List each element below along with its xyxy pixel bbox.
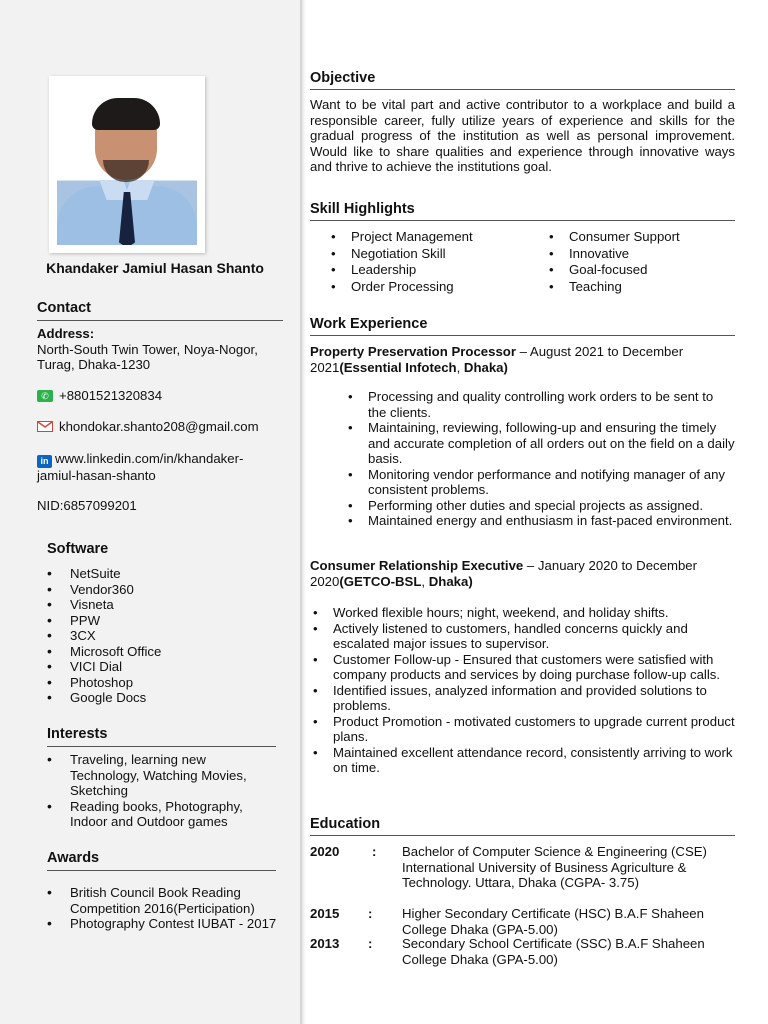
list-item: • Identified issues, analyzed information and provided solutions to problems. xyxy=(310,683,735,714)
job-location: Dhaka) xyxy=(428,573,473,589)
phone-icon: ✆ xyxy=(37,390,53,402)
job-title-line xyxy=(310,344,735,375)
list-item: • Visneta xyxy=(47,597,161,613)
address-text: North-South Twin Tower, Noya-Nogor, Turag, Dhaka-1230 xyxy=(37,341,258,372)
list-item: • British Council Book Reading Competition 2016(Perticipation) xyxy=(47,885,277,916)
objective-heading: Objective xyxy=(310,71,735,90)
interests-heading: Interests xyxy=(47,727,276,747)
profile-photo xyxy=(49,76,205,253)
list-item: • Maintained energy and enthusiasm in fast-paced environment. xyxy=(345,513,735,529)
list-item: • Traveling, learning new Technology, Watching Movies, Sketching xyxy=(47,752,267,799)
job-company: (GETCO-BSL xyxy=(339,573,422,589)
nid-text: NID:6857099201 xyxy=(37,498,137,513)
skills-heading: Skill Highlights xyxy=(310,202,735,221)
list-item: • Maintained excellent attendance record, consistently arriving to work on time. xyxy=(310,745,735,776)
list-item: • Microsoft Office xyxy=(47,644,161,660)
list-item: • Goal-focused xyxy=(546,262,680,279)
list-item: • Reading books, Photography, Indoor and Outdoor games xyxy=(47,799,267,830)
list-item: • PPW xyxy=(47,613,161,629)
linkedin-line[interactable] xyxy=(37,451,277,484)
list-item: • Performing other duties and special projects as assigned. xyxy=(345,498,735,514)
awards-heading: Awards xyxy=(47,851,276,871)
list-item: • Processing and quality controlling work orders to be sent to the clients. xyxy=(345,389,735,420)
software-list xyxy=(47,566,161,706)
list-item: • 3CX xyxy=(47,628,161,644)
work-heading: Work Experience xyxy=(310,317,735,336)
linkedin-icon: in xyxy=(37,455,52,468)
list-item: • Leadership xyxy=(328,262,473,279)
awards-list xyxy=(47,885,277,932)
job-title: Consumer Relationship Executive xyxy=(310,558,524,573)
job-bullets xyxy=(310,605,735,776)
candidate-name: Khandaker Jamiul Hasan Shanto xyxy=(46,260,264,276)
sidebar-divider xyxy=(302,0,306,1024)
software-heading: Software xyxy=(47,541,109,557)
list-item: • Customer Follow-up - Ensured that customers were satisfied with company products and services by doing purchase follow-up calls. xyxy=(310,652,735,683)
education-heading: Education xyxy=(310,817,735,836)
contact-heading: Contact xyxy=(37,301,283,321)
list-item: • Vendor360 xyxy=(47,582,161,598)
job-location-sep: , xyxy=(421,573,429,589)
job-location: Dhaka) xyxy=(463,359,508,375)
skills-left-list xyxy=(328,229,473,295)
job-company: (Essential Infotech xyxy=(339,359,457,375)
interests-list xyxy=(47,752,267,830)
job-dates: – August 2021 to December 2021 xyxy=(310,344,684,375)
linkedin-url: www.linkedin.com/in/khandaker-jamiul-hasan-shanto xyxy=(37,451,244,483)
education-year: 2013 xyxy=(310,936,340,951)
job-dates: – January 2020 to December 2020 xyxy=(310,558,698,589)
education-year: 2015 xyxy=(310,906,340,921)
job-bullets xyxy=(345,389,735,529)
education-colon: : xyxy=(368,936,373,951)
list-item: • Order Processing xyxy=(328,279,473,296)
list-item: • Worked flexible hours; night, weekend, and holiday shifts. xyxy=(310,605,735,621)
list-item: • Project Management xyxy=(328,229,473,246)
address-label: Address: xyxy=(37,326,95,341)
list-item: • VICI Dial xyxy=(47,659,161,675)
list-item: • Maintaining, reviewing, following-up and ensuring the timely and accurate completion of all orders out on the field on a daily basis. xyxy=(345,420,735,467)
education-detail: Higher Secondary Certificate (HSC) B.A.F Shaheen College Dhaka (GPA-5.00) xyxy=(402,906,704,937)
list-item: • Product Promotion - motivated customers to upgrade current product plans. xyxy=(310,714,735,745)
list-item: • Consumer Support xyxy=(546,229,680,246)
list-item: • Actively listened to customers, handled concerns quickly and escalated major issues to supervisor. xyxy=(310,621,735,652)
list-item: • Monitoring vendor performance and notifying manager of any consistent problems. xyxy=(345,467,735,498)
list-item: • Negotiation Skill xyxy=(328,246,473,263)
email-line[interactable] xyxy=(37,419,259,435)
list-item: • Teaching xyxy=(546,279,680,296)
list-item: • Photography Contest IUBAT - 2017 xyxy=(47,916,277,932)
job-title: Property Preservation Processor xyxy=(310,344,516,359)
education-detail: Secondary School Certificate (SSC) B.A.F Shaheen College Dhaka (GPA-5.00) xyxy=(402,936,705,967)
skills-right-list xyxy=(546,229,680,295)
list-item: • Photoshop xyxy=(47,675,161,691)
phone-number: +8801521320834 xyxy=(59,388,163,403)
job-location-sep: , xyxy=(456,359,464,375)
education-colon: : xyxy=(372,844,377,859)
list-item: • Innovative xyxy=(546,246,680,263)
education-year: 2020 xyxy=(310,844,340,859)
portrait-image xyxy=(57,84,197,245)
address-block xyxy=(37,326,287,373)
list-item: • NetSuite xyxy=(47,566,161,582)
list-item: • Google Docs xyxy=(47,690,161,706)
email-address: khondokar.shanto208@gmail.com xyxy=(59,419,259,434)
objective-text: Want to be vital part and active contributor to a workplace and build a responsible career, fully utilize years of experience and skills for the gradual progress of the institution as well as personal improvement. Would like to share qualities and experience through innovative ways and thrive to achieve the institutions goal. xyxy=(310,97,735,174)
mail-icon xyxy=(37,421,53,432)
job-title-line xyxy=(310,558,735,589)
education-colon: : xyxy=(368,906,373,921)
phone-line[interactable] xyxy=(37,388,162,404)
education-detail: Bachelor of Computer Science & Engineering (CSE) International University of Business Agriculture & Technology. Uttara, Dhaka (CGPA- 3.75) xyxy=(402,844,707,890)
